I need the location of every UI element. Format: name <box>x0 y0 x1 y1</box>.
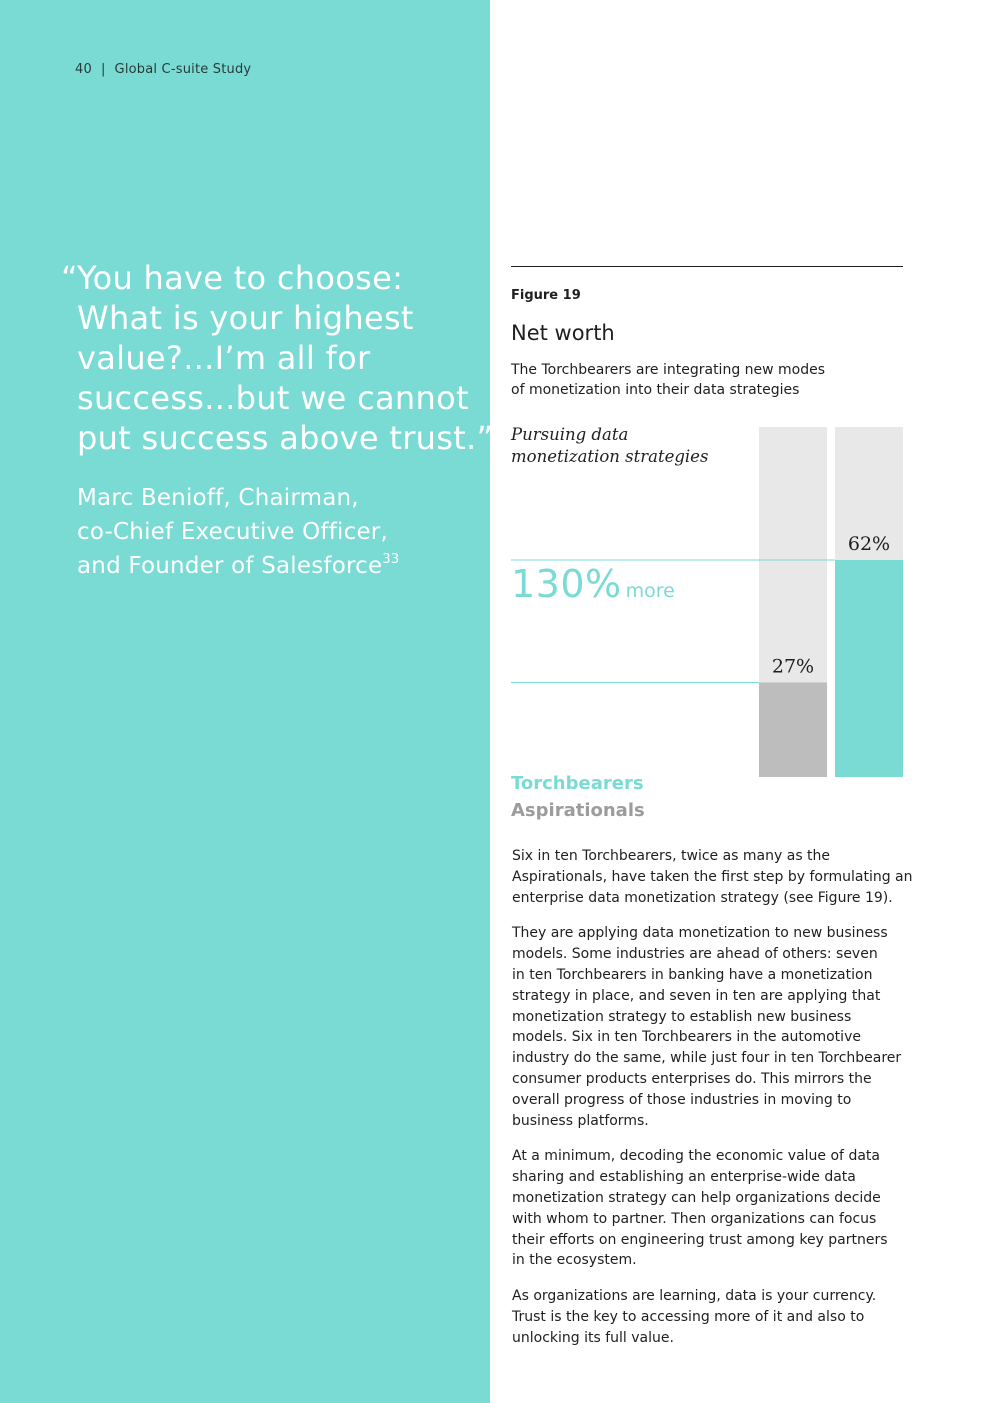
quote-line: success...but we cannot <box>77 379 469 417</box>
body-line: Aspirationals, have taken the first step by formulating an <box>512 868 913 885</box>
callout-value: 130% <box>511 562 622 606</box>
body-line: their efforts on engineering trust among key partners <box>512 1231 888 1248</box>
value-label-aspirationals: 27% <box>771 655 815 678</box>
body-line: in ten Torchbearers in banking have a monetization <box>512 966 873 983</box>
figure-title: Net worth <box>511 321 615 345</box>
header-separator: | <box>100 62 106 77</box>
body-paragraph <box>512 1146 912 1271</box>
body-line: enterprise data monetization strategy (see Figure 19). <box>512 889 893 906</box>
figure-subtitle-line: The Torchbearers are integrating new modes <box>511 362 826 378</box>
body-line: business platforms. <box>512 1112 649 1129</box>
page-header <box>75 62 251 77</box>
legend-torchbearers: Torchbearers <box>511 773 644 794</box>
body-line: Trust is the key to accessing more of it and also to <box>512 1308 865 1325</box>
value-label-torchbearers: 62% <box>847 533 891 555</box>
body-line: consumer products enterprises do. This mirrors the <box>512 1070 872 1087</box>
body-line: monetization strategy can help organizations decide <box>512 1189 881 1206</box>
body-text <box>512 846 912 1364</box>
body-line: As organizations are learning, data is your currency. <box>512 1288 877 1305</box>
quote-line: You have to choose: <box>77 259 404 297</box>
chart-label-line: Pursuing data <box>511 425 629 444</box>
quote-line: value?...I’m all for <box>77 339 371 377</box>
callout-text: more <box>625 580 675 602</box>
body-paragraph <box>512 1286 912 1348</box>
chart-measure-label <box>511 424 708 468</box>
body-line: in the ecosystem. <box>512 1252 637 1269</box>
body-line: At a minimum, decoding the economic value of data <box>512 1148 880 1165</box>
attribution-text: and Founder of Salesforce <box>77 553 383 579</box>
figure-divider <box>511 266 903 267</box>
body-line: models. Some industries are ahead of others: seven <box>512 946 878 963</box>
body-line: Six in ten Torchbearers, twice as many as the <box>512 848 831 864</box>
body-line: monetization strategy to establish new business <box>512 1008 852 1025</box>
page-number: 40 <box>75 62 92 77</box>
body-line: with whom to partner. Then organizations can focus <box>512 1210 877 1227</box>
figure-subtitle <box>511 360 841 400</box>
body-paragraph <box>512 923 912 1131</box>
body-line: industry do the same, while just four in ten Torchbearer <box>512 1050 902 1067</box>
attribution-line <box>77 549 477 583</box>
quote-line: What is your highest <box>77 299 414 337</box>
body-line: overall progress of those industries in moving to <box>512 1091 852 1108</box>
quote-panel <box>0 0 494 1403</box>
quote-open-mark: “ <box>61 259 78 297</box>
attribution-line: Marc Benioff, Chairman, <box>77 485 359 511</box>
bar-torchbearers <box>835 560 903 777</box>
figure-number: Figure 19 <box>511 288 581 303</box>
body-line: unlocking its full value. <box>512 1329 674 1346</box>
quote-line: put success above trust.” <box>77 419 494 457</box>
body-paragraph <box>512 846 912 908</box>
bar-aspirationals <box>759 683 827 778</box>
figure-subtitle-line: of monetization into their data strategies <box>511 382 800 398</box>
body-line: strategy in place, and seven in ten are applying that <box>512 987 881 1004</box>
pull-quote <box>61 258 494 458</box>
body-line: models. Six in ten Torchbearers in the automotive <box>512 1029 861 1046</box>
quote-attribution <box>77 481 477 583</box>
attribution-line: co-Chief Executive Officer, <box>77 519 388 545</box>
body-line: They are applying data monetization to new business <box>512 925 888 942</box>
legend-aspirationals: Aspirationals <box>511 800 645 821</box>
difference-callout <box>511 562 675 606</box>
footnote-ref: 33 <box>382 552 400 567</box>
publication-title: Global C-suite Study <box>114 62 252 77</box>
body-line: sharing and establishing an enterprise-wide data <box>512 1169 856 1186</box>
chart-label-line: monetization strategies <box>511 447 709 466</box>
